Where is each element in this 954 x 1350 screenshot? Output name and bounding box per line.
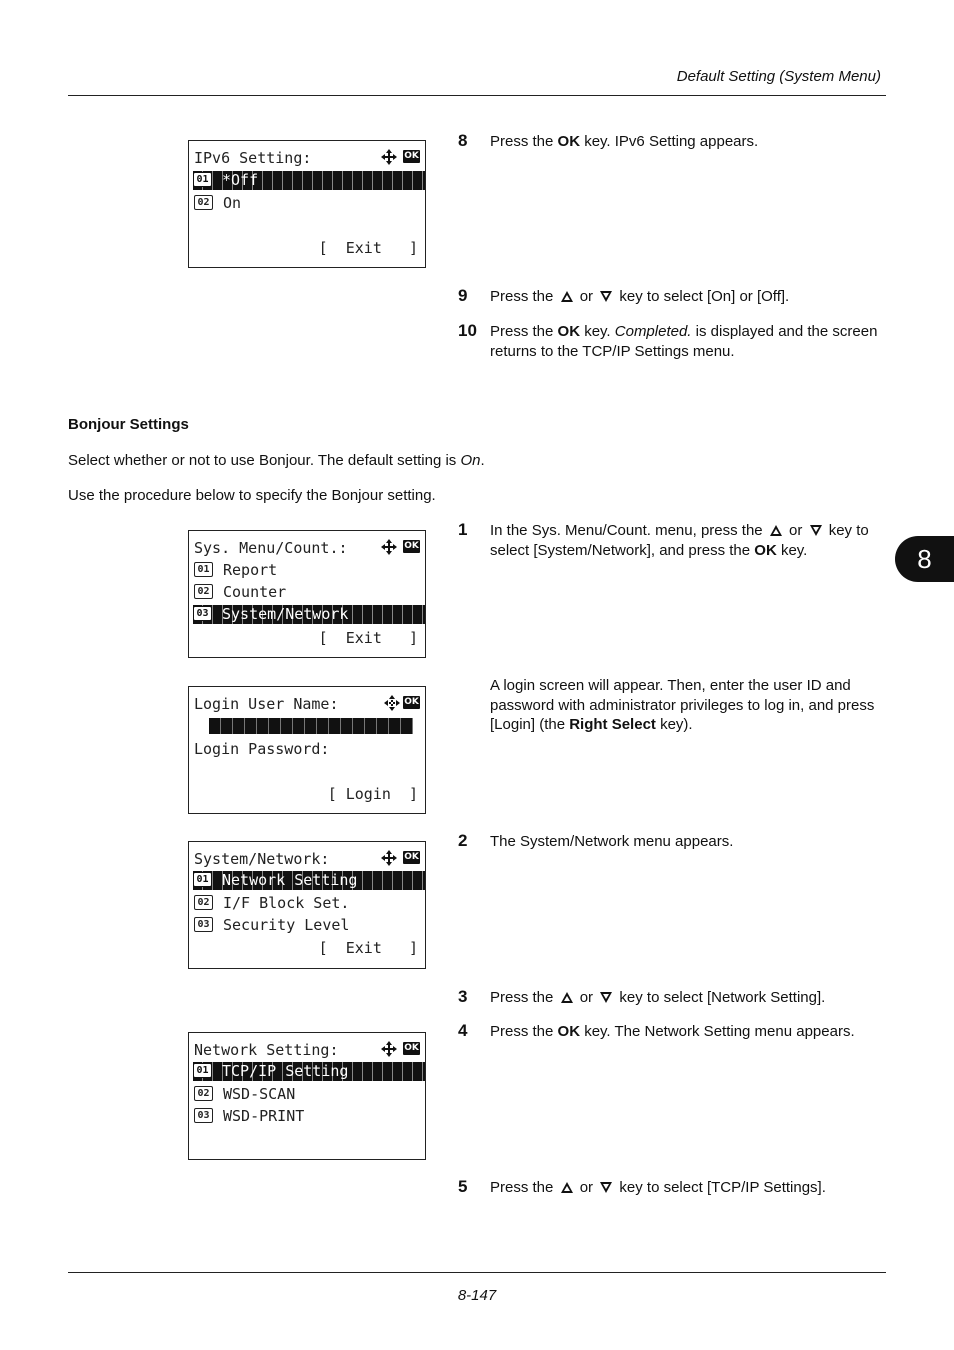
step-number: 4 — [458, 1021, 468, 1040]
up-arrow-key-icon — [770, 525, 782, 536]
navigation-cross-icon — [380, 1040, 398, 1058]
item-number-icon: 02 — [194, 895, 213, 910]
lcd-system-network — [188, 841, 426, 969]
lcd-item-label: TCP/IP Setting — [222, 1062, 349, 1080]
up-arrow-key-icon — [561, 291, 573, 302]
item-number-icon: 02 — [194, 1086, 213, 1101]
lcd-title: IPv6 Setting: — [194, 149, 312, 167]
lcd-item-label: *Off — [222, 171, 259, 189]
step-text: Press the or key to select [TCP/IP Settings]. — [490, 1179, 826, 1196]
page-number: 8-147 — [457, 1287, 497, 1304]
step-number: 2 — [458, 831, 468, 850]
lcd-login — [188, 686, 426, 814]
up-arrow-key-icon — [561, 1182, 573, 1193]
lcd-item-label: Network Setting — [222, 871, 358, 889]
step-text: Press the OK key. The Network Setting menu appears. — [490, 1023, 855, 1040]
navigation-cross-icon — [380, 849, 398, 867]
down-arrow-key-icon — [600, 992, 612, 1003]
down-arrow-key-icon — [810, 525, 822, 536]
lcd-item-label: WSD-SCAN — [223, 1085, 296, 1103]
header-rule — [68, 95, 886, 96]
item-number-icon: 03 — [194, 917, 213, 932]
item-number-icon: 02 — [194, 584, 213, 599]
step-number: 3 — [458, 987, 468, 1006]
softkey-exit: [ Exit ] — [318, 629, 418, 647]
lcd-title: Network Setting: — [194, 1041, 339, 1059]
paragraph: Use the procedure below to specify the Bonjour setting. — [68, 487, 436, 504]
lcd-item-label: Security Level — [223, 916, 350, 934]
down-arrow-key-icon — [600, 291, 612, 302]
login-note: A login screen will appear. Then, enter the user ID and password with administrator privileges to log in, and press [Login] (the Right Select key). — [490, 677, 875, 733]
lcd-item — [194, 583, 425, 602]
softkey-login: [ Login ] — [327, 785, 418, 803]
lcd-item — [194, 1085, 425, 1104]
lcd-ipv6-setting — [188, 140, 426, 268]
lcd-item — [194, 1107, 425, 1126]
step-text: Press the OK key. IPv6 Setting appears. — [490, 133, 759, 150]
lcd-item — [194, 194, 425, 213]
item-number-icon: 03 — [193, 606, 212, 621]
lcd-network-setting — [188, 1032, 426, 1160]
lcd-item-label: System/Network — [222, 605, 349, 623]
ok-key-icon: OK — [404, 151, 419, 161]
ok-key-icon: OK — [404, 1043, 419, 1053]
section-title: Bonjour Settings — [68, 416, 189, 433]
step-text: Press the OK key. Completed. is displayed and the screen returns to the TCP/IP Settings menu. — [490, 323, 878, 360]
up-arrow-key-icon — [561, 992, 573, 1003]
lcd-item — [194, 561, 425, 580]
footer-rule — [68, 1272, 886, 1273]
lcd-item-label: WSD-PRINT — [223, 1107, 305, 1125]
chapter-tab: 8 — [895, 536, 954, 582]
step-text: In the Sys. Menu/Count. menu, press the or key to select [System/Network], and press the OK key. — [490, 522, 869, 559]
running-header: Default Setting (System Menu) — [676, 68, 881, 85]
login-user-name-field — [209, 718, 413, 734]
lcd-title: Login User Name: — [194, 695, 339, 713]
softkey-exit: [ Exit ] — [318, 939, 418, 957]
navigation-cross-icon — [380, 538, 398, 556]
step-number: 9 — [458, 286, 468, 305]
item-number-icon: 01 — [193, 1063, 212, 1078]
ok-key-icon: OK — [404, 852, 419, 862]
navigation-cross-icon — [380, 148, 398, 166]
lcd-item-selected — [193, 871, 425, 890]
step-number: 5 — [458, 1177, 468, 1196]
down-arrow-key-icon — [600, 1182, 612, 1193]
lcd-title: Sys. Menu/Count.: — [194, 539, 348, 557]
lcd-item-label: I/F Block Set. — [223, 894, 350, 912]
step-number: 8 — [458, 131, 468, 150]
lcd-item — [194, 894, 425, 913]
step-number: 1 — [458, 520, 468, 539]
lcd-item-selected — [193, 605, 425, 624]
lcd-item — [194, 916, 425, 935]
step-number: 10 — [458, 321, 477, 340]
ok-key-icon: OK — [404, 697, 419, 707]
lcd-item-label: Counter — [223, 583, 287, 601]
lcd-item-selected — [193, 171, 425, 190]
item-number-icon: 01 — [194, 562, 213, 577]
step-text: The System/Network menu appears. — [490, 833, 734, 850]
paragraph: Select whether or not to use Bonjour. The default setting is On. — [68, 452, 485, 469]
lcd-sys-menu-count — [188, 530, 426, 658]
step-text: Press the or key to select [On] or [Off]. — [490, 288, 790, 305]
lcd-title: System/Network: — [194, 850, 330, 868]
navigation-cross-dotted-icon — [383, 694, 401, 712]
ok-key-icon: OK — [404, 541, 419, 551]
lcd-item-selected — [193, 1062, 425, 1081]
lcd-item-label: Report — [223, 561, 278, 579]
item-number-icon: 03 — [194, 1108, 213, 1123]
lcd-item-label: On — [223, 194, 242, 212]
softkey-exit: [ Exit ] — [318, 239, 418, 257]
lcd-label: Login Password: — [194, 740, 330, 758]
item-number-icon: 01 — [193, 172, 212, 187]
item-number-icon: 02 — [194, 195, 213, 210]
item-number-icon: 01 — [193, 872, 212, 887]
step-text: Press the or key to select [Network Setting]. — [490, 989, 826, 1006]
